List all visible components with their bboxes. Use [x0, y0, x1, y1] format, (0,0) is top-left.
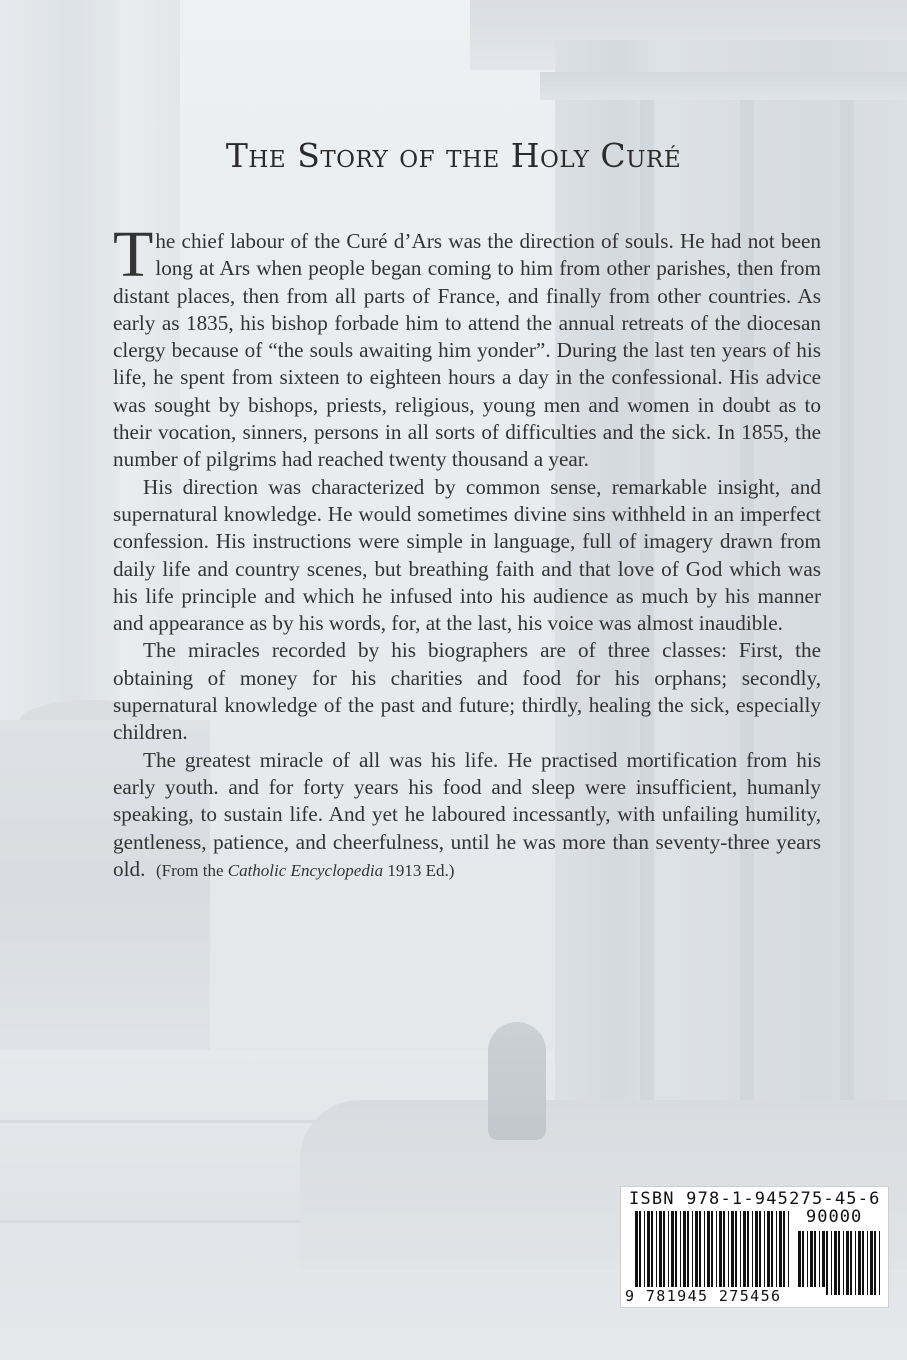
barcode-bar	[846, 1231, 849, 1295]
barcode-bar	[747, 1211, 749, 1295]
barcode-bar	[635, 1211, 638, 1295]
barcode-bar	[651, 1211, 653, 1295]
barcode-bar	[644, 1211, 645, 1295]
barcode-bar	[783, 1211, 785, 1295]
barcode-bar	[668, 1211, 669, 1295]
barcode-bar	[707, 1211, 710, 1295]
source-suffix: 1913 Ed.)	[383, 860, 455, 880]
barcode-bar	[683, 1211, 686, 1295]
barcode-bar	[699, 1211, 701, 1295]
addon-barcode-bars	[798, 1231, 882, 1295]
barcode-bar	[656, 1211, 657, 1295]
barcode-bar	[740, 1211, 741, 1295]
barcode-bar	[870, 1231, 873, 1295]
barcode-bar	[659, 1211, 662, 1295]
barcode-bar	[723, 1211, 725, 1295]
barcode-bar	[671, 1211, 674, 1295]
barcode-bar	[814, 1231, 816, 1295]
barcode-bar	[728, 1211, 729, 1295]
barcode-bar	[743, 1211, 746, 1295]
source-work: Catholic Encyclopedia	[227, 860, 384, 880]
barcode-bar	[858, 1231, 861, 1295]
source-citation	[156, 861, 454, 880]
barcode-bar	[719, 1211, 722, 1295]
barcode-bar	[819, 1231, 820, 1295]
barcode-bar	[838, 1231, 840, 1295]
barcode-bar	[639, 1211, 641, 1295]
barcode-bar	[771, 1211, 773, 1295]
page-title: The Story of the Holy Curé	[225, 136, 682, 175]
barcode-bar	[855, 1231, 856, 1295]
barcode-bar	[879, 1231, 880, 1295]
paragraph	[113, 218, 821, 474]
barcode-bar	[692, 1211, 693, 1295]
isbn-label: ISBN 978-1-945275-45-6	[629, 1189, 881, 1209]
barcode-bar	[704, 1211, 705, 1295]
paragraph: His direction was characterized by common sense, remarkable insight, and supernatural knowledge. He would sometimes divine sins withheld in an imperfect confession. His instructions were simple in language, full of imagery drawn from daily life and country scenes, but breathing faith and that love of God which was his life principle and which he infused into his audience as much by his manner and appearance as by his words, for, at the last, his voice was almost inaudible.	[113, 474, 821, 636]
barcode-bar	[862, 1231, 864, 1295]
barcode-bar	[663, 1211, 665, 1295]
drop-cap: T	[113, 218, 154, 291]
barcode-bar	[764, 1211, 765, 1295]
ean-barcode-bars	[635, 1211, 790, 1295]
barcode-bar	[822, 1231, 825, 1295]
barcode-bar	[755, 1211, 758, 1295]
barcode-bar	[850, 1231, 852, 1295]
addon-digits: 90000	[806, 1207, 863, 1227]
barcode-bar	[695, 1211, 698, 1295]
barcode-bar	[687, 1211, 689, 1295]
isbn-barcode	[620, 1186, 889, 1308]
barcode-bar	[779, 1211, 782, 1295]
source-prefix: (From the	[155, 860, 228, 880]
barcode-bar	[752, 1211, 753, 1295]
barcode-bar	[843, 1231, 844, 1295]
barcode-bar	[711, 1211, 713, 1295]
barcode-bar	[807, 1231, 808, 1295]
barcode-bar	[802, 1231, 804, 1295]
ean-digits: 9 781945 275456	[625, 1287, 825, 1305]
paragraph-text: The greatest miracle of all was his life. He practised mortification from his early youth. and for forty years his food and sleep were insufficient, humanly speaking, to sustain life. And yet he laboured incessantly, with unfailing humility, gentleness, patience, and cheerfulness, until he was more than seventy-three years old.	[113, 747, 821, 881]
paragraph: The miracles recorded by his biographers are of three classes: First, the obtaining of money for his charities and food for his orphans; secondly, supernatural knowledge of the past and future; thirdly, healing the sick, especially children.	[113, 638, 821, 745]
barcode-bar	[759, 1211, 761, 1295]
paragraph	[113, 747, 821, 884]
barcode-bar	[788, 1211, 789, 1295]
barcode-bar	[776, 1211, 777, 1295]
barcode-bar	[831, 1231, 832, 1295]
barcode-bar	[874, 1231, 876, 1295]
body-text	[113, 218, 821, 884]
barcode-bar	[767, 1211, 770, 1295]
barcode-bar	[798, 1231, 801, 1295]
barcode-bar	[716, 1211, 717, 1295]
barcode-bar	[647, 1211, 650, 1295]
barcode-bar	[735, 1211, 737, 1295]
barcode-bar	[810, 1231, 813, 1295]
barcode-bar	[731, 1211, 734, 1295]
barcode-bar	[867, 1231, 868, 1295]
barcode-bar	[675, 1211, 677, 1295]
barcode-bar	[834, 1231, 837, 1295]
paragraph-text: he chief labour of the Curé d’Ars was the direction of souls. He had not been long at Ars when people began coming to him from other parishes, then from distant places, then from all parts of France, and finally from other countries. As early as 1835, his bishop forbade him to attend the annual retreats of the diocesan clergy because of “the souls awaiting him yonder”. During the last ten years of his life, he spent from sixteen to eighteen hours a day in the confessional. His advice was sought by bishops, priests, religious, young men and women in doubt as to their vocation, sinners, persons in all sorts of difficulties and the sick. In 1855, the number of pilgrims had reached twenty thousand a year.	[113, 229, 821, 472]
barcode-bar	[680, 1211, 681, 1295]
barcode-bar	[826, 1231, 828, 1295]
